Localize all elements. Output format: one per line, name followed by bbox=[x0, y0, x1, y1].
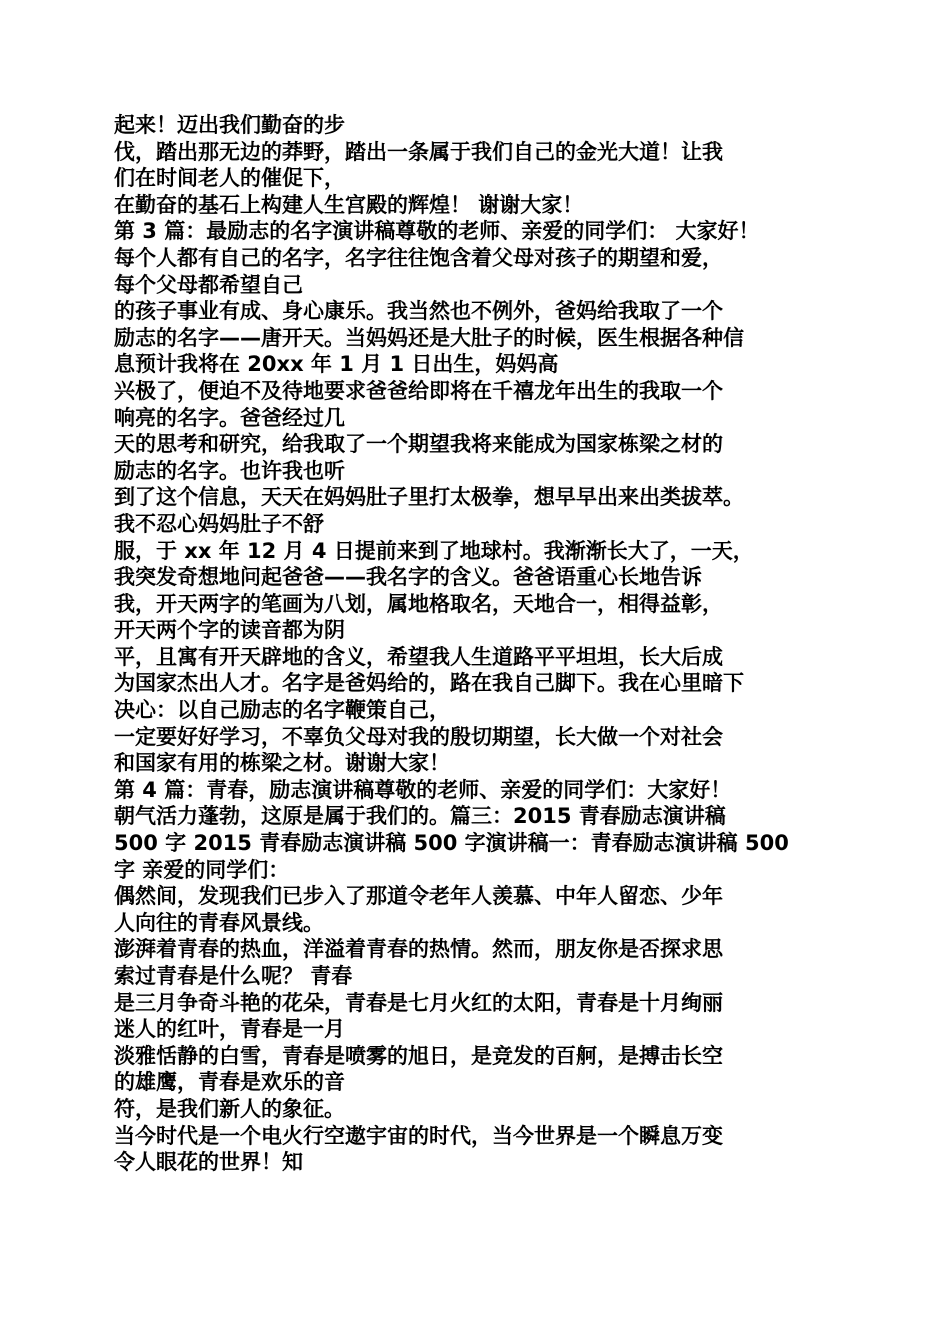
text-line: 我，开天两字的笔画为八划，属地格取名，天地合一，相得益彰， bbox=[114, 591, 723, 616]
text-line: 在勤奋的基石上构建人生宫殿的辉煌！ 谢谢大家！ bbox=[114, 192, 584, 217]
text-line: 索过青春是什么呢？ 青春 bbox=[114, 964, 353, 988]
text-line: 励志的名字——唐开天。当妈妈还是大肚子的时候，医生根据各种信 bbox=[114, 325, 744, 350]
text-line: 和国家有用的栋梁之材。谢谢大家！ bbox=[114, 751, 450, 776]
text-line: 响亮的名字。爸爸经过几 bbox=[114, 405, 345, 430]
text-line: 朝气活力蓬勃，这原是属于我们的。篇三：2015 青春励志演讲稿 bbox=[114, 804, 726, 829]
text-line: 偶然间，发现我们已步入了那道令老年人羡慕、中年人留恋、少年 bbox=[114, 884, 723, 909]
text-line: 到了这个信息，天天在妈妈肚子里打太极拳，想早早出来出类拔萃。 bbox=[114, 485, 744, 510]
text-line: 伐，踏出那无边的莽野，踏出一条属于我们自己的金光大道！让我 bbox=[114, 139, 723, 164]
text-line: 每个父母都希望自己 bbox=[114, 272, 303, 297]
text-line: 我不忍心妈妈肚子不舒 bbox=[114, 511, 324, 536]
text-line: 服，于 xx 年 12 月 4 日提前来到了地球村。我渐渐长大了，一天， bbox=[114, 538, 754, 563]
text-line: 们在时间老人的催促下， bbox=[114, 166, 345, 191]
text-line: 迷人的红叶，青春是一月 bbox=[114, 1017, 345, 1042]
text-line: 第 3 篇：最励志的名字演讲稿尊敬的老师、亲爱的同学们： 大家好！ bbox=[114, 219, 760, 244]
document-body bbox=[114, 112, 844, 1176]
text-line: 励志的名字。也许我也听 bbox=[114, 458, 345, 483]
text-line: 的雄鹰，青春是欢乐的音 bbox=[114, 1070, 345, 1095]
text-line: 我突发奇想地问起爸爸——我名字的含义。爸爸语重心长地告诉 bbox=[114, 565, 702, 590]
text-line: 决心：以自己励志的名字鞭策自己， bbox=[114, 698, 450, 723]
text-line: 为国家杰出人才。名字是爸妈给的，路在我自己脚下。我在心里暗下 bbox=[114, 671, 744, 696]
text-line: 淡雅恬静的白雪，青春是喷雾的旭日，是竞发的百舸，是搏击长空 bbox=[114, 1043, 723, 1068]
text-line: 的孩子事业有成、身心康乐。我当然也不例外，爸妈给我取了一个 bbox=[114, 299, 723, 324]
text-line: 字 亲爱的同学们： bbox=[114, 857, 290, 882]
text-line: 平，且寓有开天辟地的含义，希望我人生道路平平坦坦，长大后成 bbox=[114, 644, 723, 669]
text-line: 每个人都有自己的名字，名字往往饱含着父母对孩子的期望和爱， bbox=[114, 245, 723, 270]
text-line: 天的思考和研究，给我取了一个期望我将来能成为国家栋梁之材的 bbox=[114, 432, 723, 457]
text-line: 500 字 2015 青春励志演讲稿 500 字演讲稿一：青春励志演讲稿 500 bbox=[114, 831, 789, 856]
text-line: 第 4 篇：青春，励志演讲稿尊敬的老师、亲爱的同学们：大家好！ bbox=[114, 777, 732, 802]
text-line: 符，是我们新人的象征。 bbox=[114, 1096, 345, 1121]
text-line: 令人眼花的世界！知 bbox=[114, 1150, 303, 1175]
text-line: 澎湃着青春的热血，洋溢着青春的热情。然而，朋友你是否探求思 bbox=[114, 937, 723, 962]
text-line: 兴极了，便迫不及待地要求爸爸给即将在千禧龙年出生的我取一个 bbox=[114, 378, 723, 403]
text-line: 起来！迈出我们勤奋的步 bbox=[114, 113, 345, 137]
text-line: 一定要好好学习，不辜负父母对我的殷切期望，长大做一个对社会 bbox=[114, 724, 723, 749]
text-line: 息预计我将在 20xx 年 1 月 1 日出生，妈妈高 bbox=[114, 352, 559, 377]
text-line: 人向往的青春风景线。 bbox=[114, 910, 324, 935]
text-line: 是三月争奇斗艳的花朵，青春是七月火红的太阳，青春是十月绚丽 bbox=[114, 990, 723, 1015]
text-line: 开天两个字的读音都为阴 bbox=[114, 618, 345, 643]
text-line: 当今时代是一个电火行空遨宇宙的时代，当今世界是一个瞬息万变 bbox=[114, 1123, 723, 1148]
